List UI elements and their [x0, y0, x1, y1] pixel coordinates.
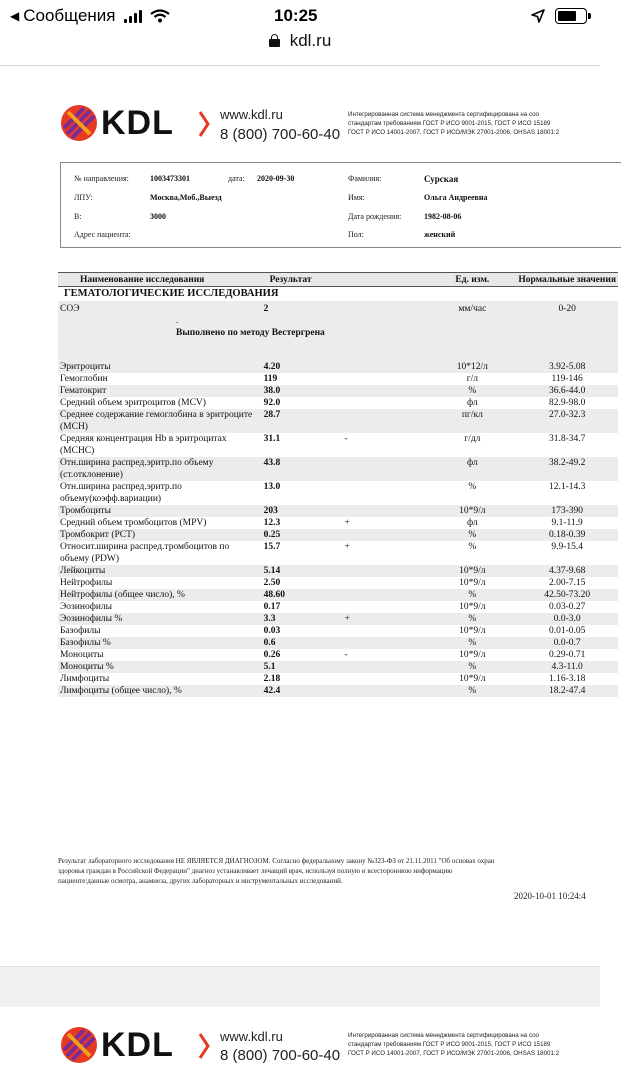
test-result: 119 — [263, 374, 278, 384]
test-name: Базофилы % — [58, 637, 262, 649]
wifi-icon — [150, 9, 170, 23]
test-result: 5.14 — [262, 565, 343, 577]
table-row: СОЭ 2 мм/час 0-20 — [58, 301, 618, 315]
test-norm: 2.00-7.15 — [548, 578, 586, 588]
test-flag — [342, 601, 428, 613]
referral-number: 1003473301 — [150, 174, 190, 183]
test-name: Отн.ширина распред.эритр.по объему (ст.отклонение) — [58, 457, 262, 481]
test-result: 13.0 — [263, 482, 281, 492]
test-name: Нейтрофилы — [60, 578, 113, 588]
test-norm: 31.8-34.7 — [548, 434, 586, 444]
test-result: 43.8 — [262, 457, 343, 481]
test-name: Гемоглобин — [60, 374, 108, 384]
disclaimer: Результат лабораторного исследования НЕ ЯВЛЯЕТСЯ ДИАГНОЗОМ. Согласно федеральному закону №323-ФЗ от 21.11.2011 "Об основах охран здоровья граждан в Российской Федерации" диагноз устанавливает лечащий врач, используя полную и всестороннюю информацию пациенте:данные осмотра, анамнеза, других лабораторных и инструментальных исследований. — [58, 857, 495, 885]
section-title: ГЕМАТОЛОГИЧЕСКИЕ ИССЛЕДОВАНИЯ — [64, 288, 279, 299]
test-norm: 173-390 — [516, 505, 618, 517]
lock-icon — [269, 34, 280, 47]
kdl-logo-icon — [60, 104, 98, 142]
battery-icon — [555, 8, 587, 24]
test-unit: 10*9/л — [428, 505, 516, 517]
test-unit: 10*9/л — [428, 565, 516, 577]
test-unit: % — [468, 482, 477, 492]
test-unit: % — [428, 529, 516, 541]
method-note: Выполнено по методу Вестергрена — [58, 327, 618, 361]
browser-topbar — [0, 0, 600, 66]
test-name: Относит.ширина распред.тромбоцитов по объему (PDW) — [60, 542, 230, 564]
table-row — [58, 397, 618, 409]
test-result: 15.7 — [263, 542, 281, 552]
table-row — [58, 517, 618, 529]
test-name: Эритроциты — [58, 361, 262, 373]
header-norm: Нормальные значения — [518, 274, 616, 285]
test-norm: 36.6-44.0 — [516, 385, 618, 397]
test-result: 2.50 — [263, 578, 281, 588]
table-row — [58, 613, 618, 625]
test-norm: 4.37-9.68 — [516, 565, 618, 577]
header-result: Результат — [262, 273, 343, 287]
test-result: 0.25 — [262, 529, 343, 541]
test-flag — [342, 361, 428, 373]
table-row — [58, 661, 618, 673]
address-bar[interactable] — [0, 31, 600, 51]
test-flag: + — [344, 518, 350, 528]
website-text: www.kdl.ru — [220, 1029, 283, 1044]
test-result: 38.0 — [262, 385, 343, 397]
test-flag — [342, 625, 428, 637]
test-flag: + — [344, 542, 350, 552]
document-page-2 — [0, 1007, 600, 1066]
patient-surname: Сурская — [424, 174, 459, 184]
test-result: 2.18 — [263, 674, 281, 684]
test-result: 92.0 — [263, 398, 281, 408]
test-flag — [342, 589, 428, 601]
test-norm: 0.0-0.7 — [516, 637, 618, 649]
test-norm: 12.1-14.3 — [548, 482, 586, 492]
patient-sex: женский — [424, 230, 456, 239]
test-flag — [342, 373, 428, 385]
test-name: Моноциты — [60, 650, 104, 660]
table-row — [58, 673, 618, 685]
back-to-app[interactable] — [10, 6, 170, 26]
table-row — [58, 565, 618, 577]
test-name: Отн.ширина распред.эритр.по объему(коэфф.вариации) — [60, 482, 182, 504]
test-flag — [342, 481, 428, 505]
section-row — [58, 287, 618, 302]
test-name: Гематокрит — [58, 385, 262, 397]
test-unit: 10*12/л — [428, 361, 516, 373]
phone-text: 8 (800) 700-60-40 — [220, 126, 341, 143]
test-result: 203 — [262, 505, 343, 517]
test-unit: фл — [428, 457, 516, 481]
test-result: 31.1 — [263, 434, 281, 444]
test-unit: фл — [467, 398, 478, 408]
header-name: Наименование исследования — [58, 273, 262, 287]
test-flag: + — [342, 613, 428, 625]
test-norm: 3.92-5.08 — [516, 361, 618, 373]
table-row — [58, 385, 618, 397]
test-result: 28.7 — [262, 409, 343, 433]
test-name: Моноциты % — [58, 661, 262, 673]
test-unit: 10*9/л — [459, 674, 486, 684]
test-result: 0.6 — [262, 637, 343, 649]
table-row — [58, 505, 618, 517]
test-result: 4.20 — [262, 361, 343, 373]
test-unit: фл — [467, 518, 478, 528]
test-norm: 42.50-73.20 — [516, 589, 618, 601]
test-result: 12.3 — [263, 518, 281, 528]
test-result: 0.26 — [263, 650, 281, 660]
url-text: kdl.ru — [289, 31, 332, 50]
cellular-signal-icon — [124, 10, 142, 23]
test-name: Базофилы — [60, 626, 101, 636]
test-flag — [342, 565, 428, 577]
table-row — [58, 361, 618, 373]
test-flag — [342, 409, 428, 433]
test-unit: % — [428, 613, 516, 625]
table-row — [58, 601, 618, 613]
chevron-right-icon — [198, 1032, 210, 1060]
test-unit: г/л — [466, 374, 478, 384]
back-triangle-icon: ◀ — [10, 9, 20, 23]
test-name: Среднее содержание гемоглобина в эритроците (MCH) — [58, 409, 262, 433]
test-unit: % — [468, 542, 477, 552]
test-flag — [342, 457, 428, 481]
test-result: 0.17 — [263, 602, 281, 612]
test-name: Эозинофилы % — [58, 613, 262, 625]
test-unit: % — [428, 385, 516, 397]
test-flag — [342, 505, 428, 517]
test-norm: 18.2-47.4 — [516, 685, 618, 697]
test-flag: - — [344, 434, 348, 444]
table-row — [58, 577, 618, 589]
test-name: Лейкоциты — [58, 565, 262, 577]
test-flag — [342, 385, 428, 397]
test-flag — [342, 529, 428, 541]
patient-info-box — [60, 162, 621, 248]
table-row — [58, 433, 618, 457]
clock: 10:25 — [274, 6, 318, 25]
chevron-right-icon — [198, 110, 210, 138]
test-flag — [342, 661, 428, 673]
table-row — [58, 541, 618, 565]
test-name: Эозинофилы — [60, 602, 113, 612]
test-result: 5.1 — [262, 661, 343, 673]
header-unit: Ед. изм. — [428, 273, 516, 287]
test-name: Средний объем тромбоцитов (MPV) — [60, 518, 207, 528]
test-unit: % — [428, 685, 516, 697]
method-row: . — [58, 315, 618, 327]
test-name: Лимфоциты — [60, 674, 110, 684]
table-row — [58, 685, 618, 697]
test-norm: 0.18-0.39 — [516, 529, 618, 541]
test-unit: г/дл — [464, 434, 481, 444]
print-timestamp: 2020-10-01 10:24:4 — [514, 891, 586, 901]
table-row — [58, 649, 618, 661]
back-app-label: Сообщения — [23, 6, 116, 25]
test-norm: 0.29-0.71 — [548, 650, 586, 660]
test-unit: пг/кл — [428, 409, 516, 433]
test-norm: 0.03-0.27 — [548, 602, 586, 612]
table-row — [58, 481, 618, 505]
test-unit: % — [428, 661, 516, 673]
table-row — [58, 625, 618, 637]
table-row — [58, 589, 618, 601]
test-result: 42.4 — [262, 685, 343, 697]
test-norm: 9.9-15.4 — [551, 542, 583, 552]
table-header-row — [58, 273, 618, 287]
test-result: 0.03 — [263, 626, 281, 636]
test-norm: 4.3-11.0 — [516, 661, 618, 673]
patient-dob: 1982-08-06 — [424, 212, 462, 221]
test-norm: 82.9-98.0 — [548, 398, 586, 408]
table-row — [58, 637, 618, 649]
v-value: 3000 — [150, 212, 166, 221]
test-unit: 10*9/л — [459, 650, 486, 660]
table-row — [58, 529, 618, 541]
test-result: 48.60 — [262, 589, 343, 601]
table-row — [58, 409, 618, 433]
test-result: 3.3 — [262, 613, 343, 625]
test-unit: % — [428, 637, 516, 649]
kdl-logo-text: KDL — [101, 1026, 174, 1064]
test-name: Лимфоциты (общее число), % — [58, 685, 262, 697]
cert-text: Интегрированная система менеджмента сертифицирована на соо стандартам требованиям ГОСТ Р ИСО 9001-2015, ГОСТ Р ИСО 15189 ГОСТ Р ИСО 14001-2007, ГОСТ Р ИСО/МЭК 27001-2006, OHSAS 18001:2 — [348, 111, 560, 136]
test-flag: - — [344, 650, 348, 660]
test-norm: 0.01-0.05 — [548, 626, 586, 636]
location-arrow-icon — [531, 9, 545, 23]
test-unit: 10*9/л — [459, 626, 486, 636]
results-table — [58, 272, 618, 697]
method-row — [58, 327, 618, 361]
test-norm: 27.0-32.3 — [516, 409, 618, 433]
kdl-logo-icon — [60, 1026, 98, 1064]
referral-date: 2020-09-30 — [257, 174, 295, 183]
test-flag — [342, 673, 428, 685]
test-norm: 9.1-11.9 — [551, 518, 583, 528]
phone-text: 8 (800) 700-60-40 — [220, 1047, 341, 1064]
test-flag — [342, 577, 428, 589]
test-flag — [342, 397, 428, 409]
test-name: Тромбоциты — [58, 505, 262, 517]
test-name: Средний объем эритроцитов (MCV) — [60, 398, 206, 408]
kdl-logo-text: KDL — [101, 104, 174, 142]
test-unit: 10*9/л — [459, 578, 486, 588]
test-unit: 10*9/л — [459, 602, 486, 612]
cert-text: Интегрированная система менеджмента сертифицирована на соо стандартам требованиям ГОСТ Р ИСО 9001-2015, ГОСТ Р ИСО 15189 ГОСТ Р ИСО 14001-2007, ГОСТ Р ИСО/МЭК 27001-2006, OHSAS 18001:2 — [348, 1032, 560, 1057]
table-row — [58, 457, 618, 481]
page-separator — [0, 966, 600, 1008]
test-flag — [342, 637, 428, 649]
test-norm: 119-146 — [551, 374, 583, 384]
test-name: Нейтрофилы (общее число), % — [58, 589, 262, 601]
test-name: Тромбокрит (PCT) — [58, 529, 262, 541]
website-text: www.kdl.ru — [220, 107, 283, 122]
test-name: Средняя концентрация Hb в эритроцитах (MCHC) — [60, 434, 227, 456]
test-norm: 38.2-49.2 — [516, 457, 618, 481]
test-unit: % — [428, 589, 516, 601]
test-norm: 0.0-3.0 — [516, 613, 618, 625]
patient-name: Ольга Андреевна — [424, 193, 488, 202]
lpu-value: Москва,Моб.,Выезд — [150, 193, 222, 202]
table-row — [58, 373, 618, 385]
test-norm: 1.16-3.18 — [548, 674, 586, 684]
test-flag — [342, 685, 428, 697]
